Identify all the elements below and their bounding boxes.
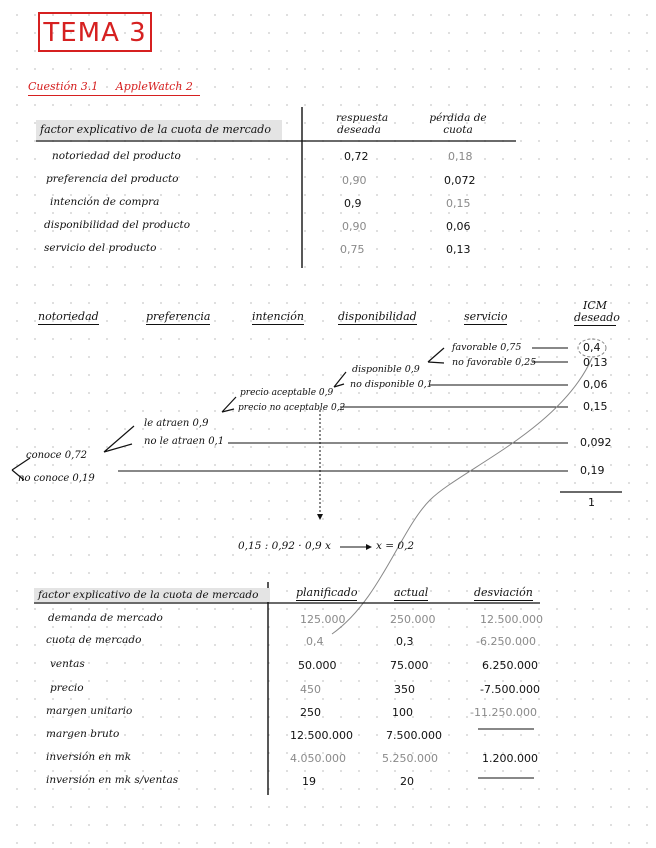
table1-col2-header [428,112,488,136]
icm-header-line1: ICM [582,299,608,312]
table2-row-planificado: 19 [302,775,316,788]
tree-header-servicio: servicio [464,310,508,323]
branch-conoce: conoce 0,72 [26,450,88,461]
table1-row-factor: preferencia del producto [46,173,179,185]
table2-row-planificado: 450 [300,683,321,696]
table2-factor-header: factor explicativo de la cuota de mercado [34,588,270,602]
icm-value: 0,15 [583,400,608,413]
table2-row-factor: precio [50,682,84,694]
table1-row-perdida: 0,18 [448,150,473,163]
table2-row-planificado: 250 [300,706,321,719]
question-number: Cuestión 3.1 [28,80,99,93]
table1-row-factor: notoriedad del producto [52,150,181,162]
table2-row-desviacion: 12.500.000 [480,613,543,626]
icm-value: 0,06 [583,378,608,391]
branch-no-favorable: no favorable 0,25 [452,357,537,368]
tree-header-intencion: intención [252,310,305,323]
equation: 0,15 : 0,92 · 0,9 x [238,540,331,552]
table2-row-desviacion: -6.250.000 [476,635,536,648]
table1-row-perdida: 0,13 [446,243,471,256]
table2-row-desviacion: -11.250.000 [470,706,537,719]
table2-row-desviacion: 6.250.000 [482,659,538,672]
table2-row-factor: cuota de mercado [46,634,142,646]
table2-row-factor: inversión en mk [46,751,132,763]
table1-row-respuesta: 0,90 [342,220,367,233]
table2-row-actual: 5.250.000 [382,752,438,765]
table2-row-factor: margen bruto [46,728,120,740]
table2-row-actual: 20 [400,775,414,788]
icm-value: 0,19 [580,464,605,477]
table2-row-actual: 350 [394,683,415,696]
case-name: AppleWatch 2 [115,80,193,93]
table1-row-factor: servicio del producto [44,242,157,254]
table2-row-desviacion: 1.200.000 [482,752,538,765]
branch-le-atraen: le atraen 0,9 [144,418,209,429]
table2-row-actual: 100 [392,706,413,719]
table2-row-actual: 75.000 [390,659,429,672]
table1-row-perdida: 0,06 [446,220,471,233]
branch-precio-aceptable: precio aceptable 0,9 [240,388,334,398]
table2-row-planificado: 125.000 [300,613,346,626]
branch-disponible: disponible 0,9 [352,364,420,375]
branch-favorable: favorable 0,75 [452,342,522,353]
table2-row-actual: 0,3 [396,635,414,648]
table1-col1-header [336,112,389,136]
equation-result: x = 0,2 [376,540,415,552]
table1-row-respuesta: 0,90 [342,174,367,187]
table2-col-desviacion: desviación [474,586,533,599]
branch-no-le-atraen: no le atraen 0,1 [144,436,225,447]
table2-col-planificado: planificado [296,586,358,599]
table1-row-perdida: 0,15 [446,197,471,210]
tree-header-disponibilidad: disponibilidad [338,310,417,323]
col1-header-line2: deseada [337,124,381,136]
tree-header-notoriedad: notoriedad [38,310,99,323]
table1-factor-header: factor explicativo de la cuota de mercado [36,120,282,140]
col1-header-line1: respuesta [336,112,389,124]
icm-value: 0,13 [583,356,608,369]
col2-header-line2: cuota [443,124,473,136]
branch-precio-no-aceptable: precio no aceptable 0,2 [238,403,346,413]
table2-row-planificado: 12.500.000 [290,729,353,742]
branch-no-conoce: no conoce 0,19 [18,473,95,484]
table2-row-planificado: 4.050.000 [290,752,346,765]
table2-row-desviacion: -7.500.000 [480,683,540,696]
table2-row-actual: 250.000 [390,613,436,626]
table2-row-planificado: 50.000 [298,659,337,672]
table2-col-actual: actual [394,586,429,599]
table2-row-actual: 7.500.000 [386,729,442,742]
table1-row-factor: disponibilidad del producto [44,219,191,231]
table1-row-perdida: 0,072 [444,174,476,187]
icm-header-line2: deseado [574,311,620,324]
table2-row-planificado: 0,4 [306,635,324,648]
icm-value: 0,4 [583,341,601,354]
page-title: TEMA 3 [38,12,152,52]
table2-row-factor: demanda de mercado [48,612,163,624]
table1-row-respuesta: 0,72 [344,150,369,163]
branch-no-disponible: no disponible 0,1 [350,379,433,390]
tree-header-preferencia: preferencia [146,310,211,323]
table2-row-factor: ventas [50,658,85,670]
tree-header-icm [574,299,620,326]
table1-row-respuesta: 0,9 [344,197,362,210]
table1-row-respuesta: 0,75 [340,243,365,256]
table2-row-factor: margen unitario [46,705,133,717]
icm-total: 1 [588,496,595,509]
table1-row-factor: intención de compra [50,196,160,208]
col2-header-line1: pérdida de [429,112,487,124]
table2-row-factor: inversión en mk s/ventas [46,774,179,786]
icm-value: 0,092 [580,436,612,449]
